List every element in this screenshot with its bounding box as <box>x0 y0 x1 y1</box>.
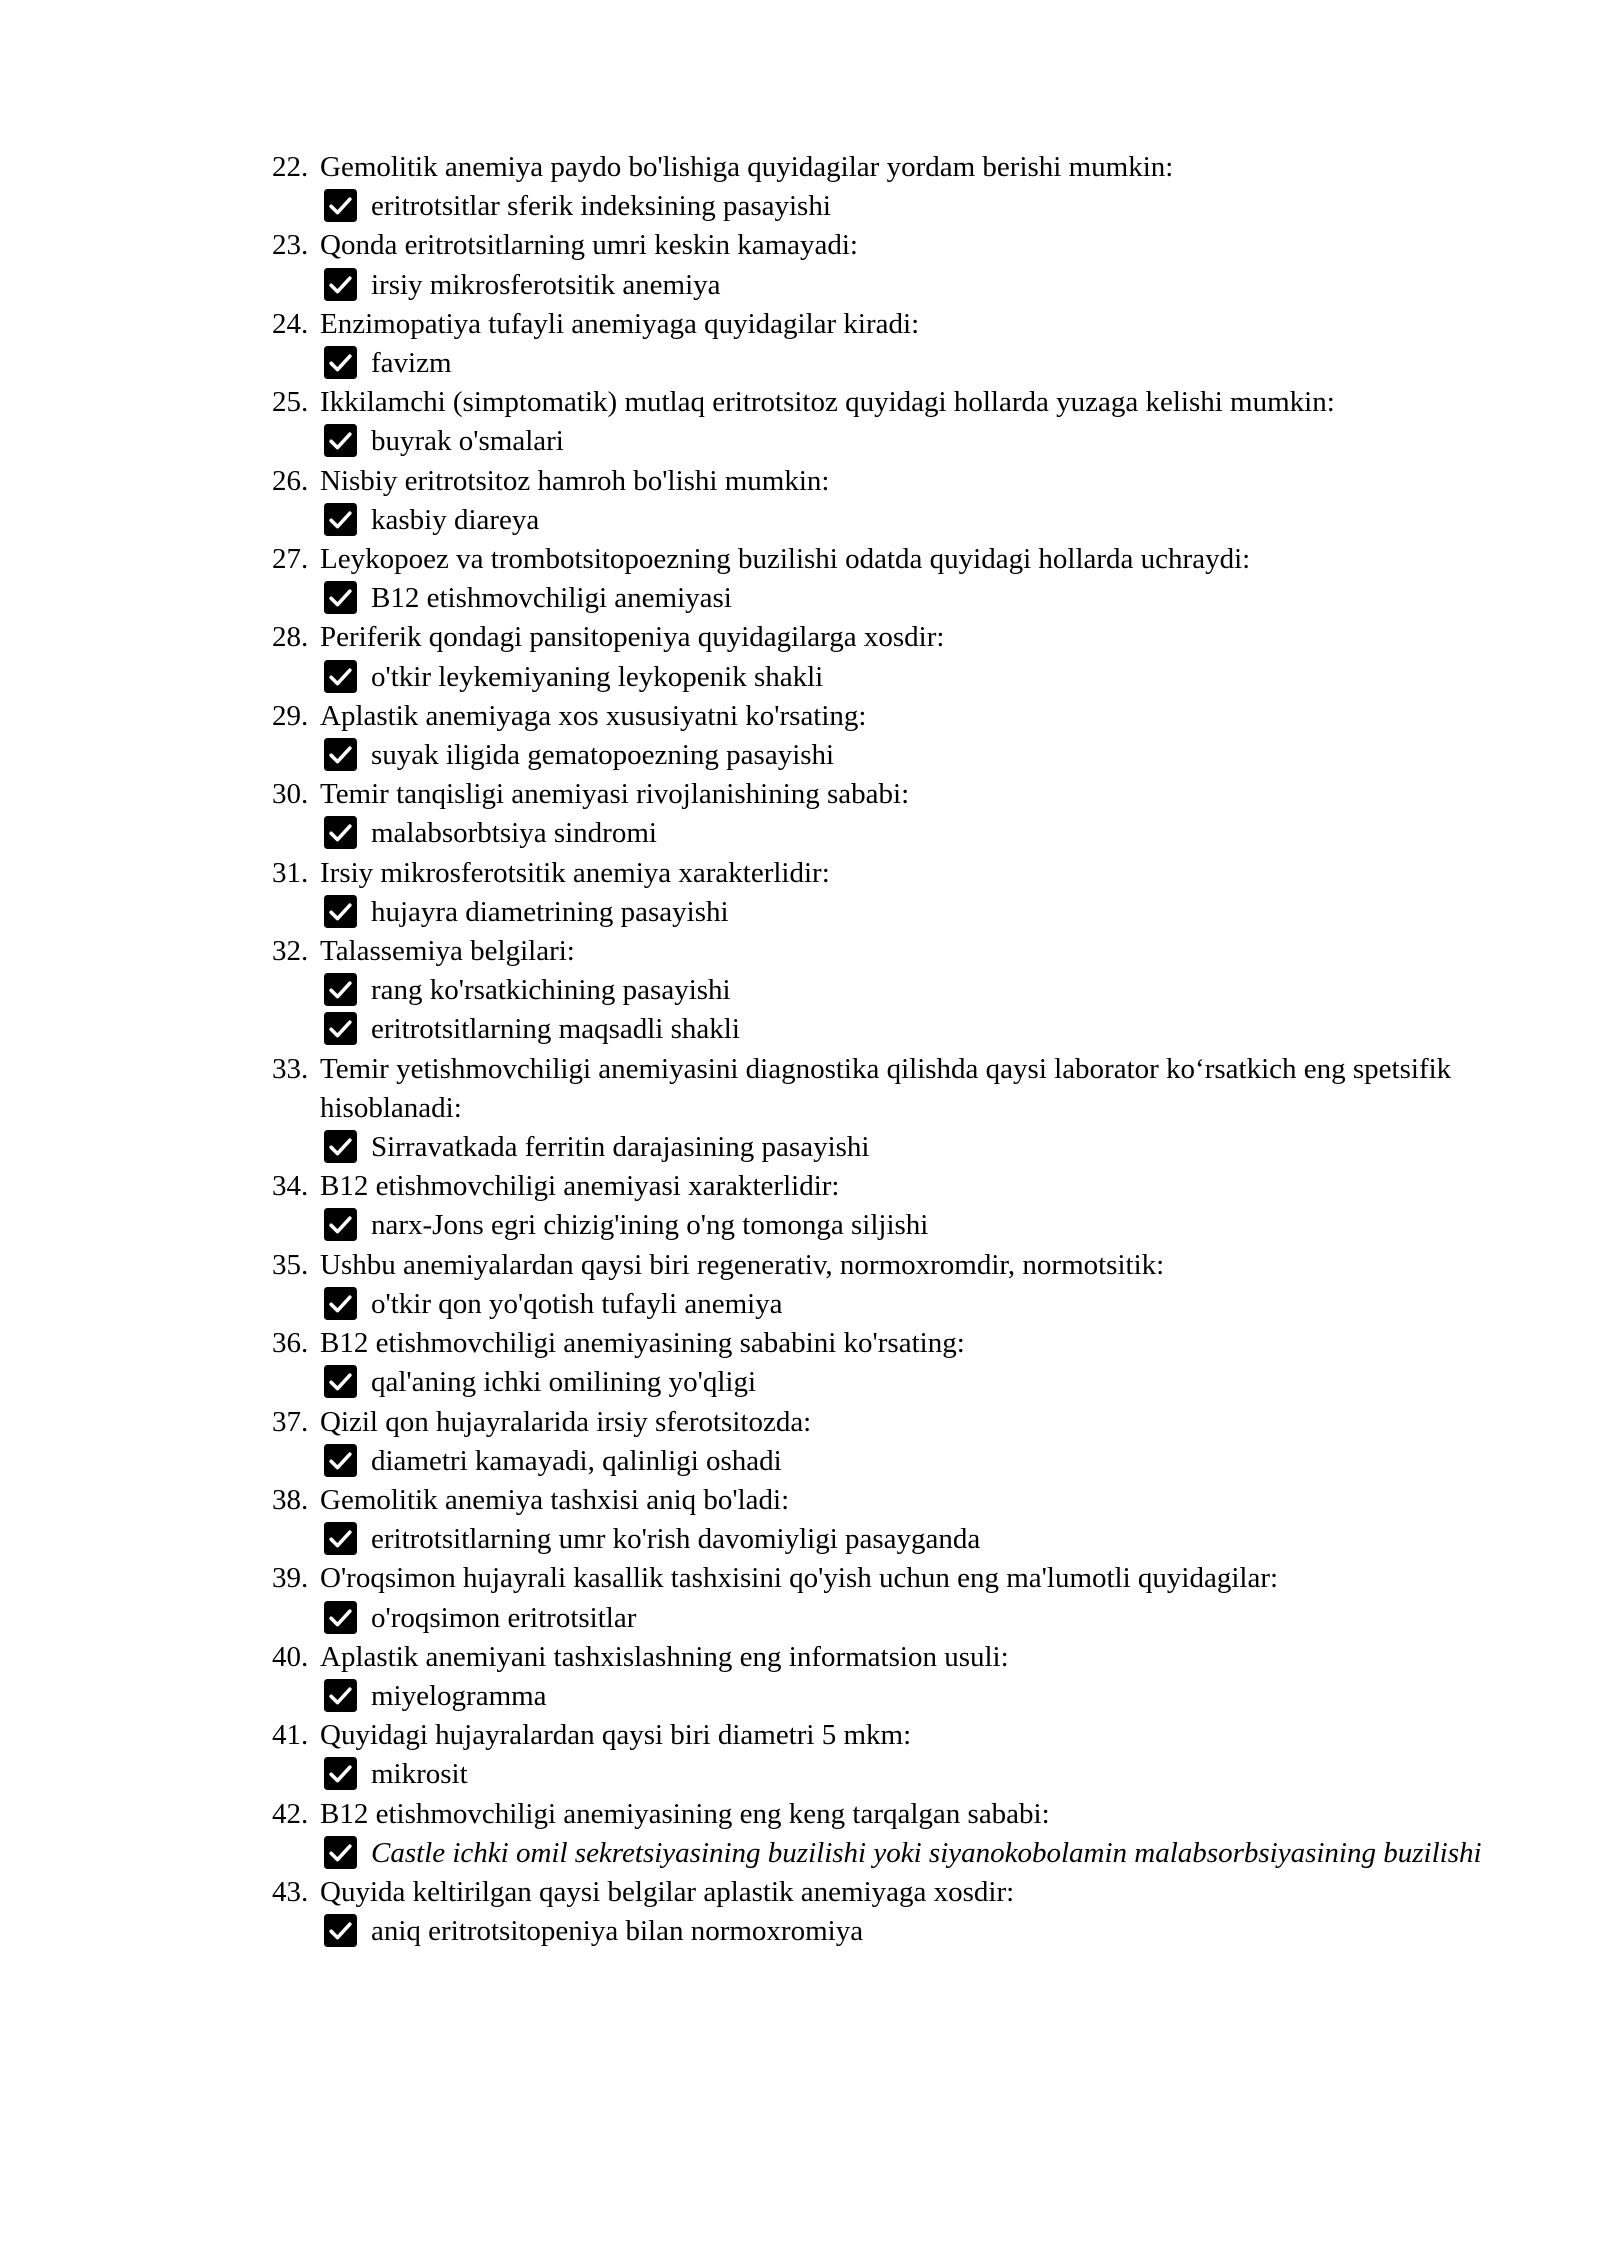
answer-item <box>320 266 1490 305</box>
question-line <box>272 1167 1490 1206</box>
question-line <box>272 148 1490 187</box>
question-line <box>272 1873 1490 1912</box>
checkbox-checked-icon <box>324 1208 357 1241</box>
checkbox-checked-icon <box>324 660 357 693</box>
checkbox-checked-icon <box>324 1444 357 1477</box>
question-item <box>0 226 1600 304</box>
answer-text: narx-Jons egri chizig'ining o'ng tomonga siljishi <box>371 1209 929 1242</box>
question-line <box>272 932 1490 971</box>
question-number: 26. <box>272 464 309 497</box>
question-item <box>0 540 1600 618</box>
answer-item <box>320 893 1490 932</box>
question-number: 22. <box>272 151 309 183</box>
answer-item <box>320 501 1490 540</box>
question-number: 39. <box>272 1562 309 1595</box>
question-item <box>0 1246 1600 1324</box>
question-line <box>272 618 1490 657</box>
question-item <box>0 1403 1600 1481</box>
question-item <box>0 148 1600 226</box>
checkbox-checked-icon <box>324 581 357 614</box>
question-number: 32. <box>272 935 309 968</box>
answer-item <box>320 1520 1490 1559</box>
answer-text: qal'aning ichki omilining yo'qligi <box>371 1366 757 1399</box>
question-text: Quyida keltirilgan qaysi belgilar aplastik anemiyaga xosdir: <box>320 1875 1015 1908</box>
answer-text: hujayra diametrining pasayishi <box>371 895 729 928</box>
question-text: Gemolitik anemiya paydo bo'lishiga quyidagilar yordam berishi mumkin: <box>320 151 1174 183</box>
checkbox-checked-icon <box>324 1836 357 1869</box>
answer-text: eritrotsitlarning maqsadli shakli <box>371 1013 740 1046</box>
question-number: 37. <box>272 1405 309 1438</box>
answer-item <box>320 422 1490 461</box>
answer-text: rang ko'rsatkichining pasayishi <box>371 974 731 1007</box>
question-number: 30. <box>272 778 309 811</box>
question-item <box>0 1873 1600 1951</box>
answer-text: Sirravatkada ferritin darajasining pasayishi <box>371 1131 870 1164</box>
question-line <box>272 1559 1490 1598</box>
checkbox-checked-icon <box>324 346 357 379</box>
checkbox-checked-icon <box>324 738 357 771</box>
checkbox-checked-icon <box>324 503 357 536</box>
question-number: 24. <box>272 307 309 340</box>
question-number: 34. <box>272 1170 309 1203</box>
question-item <box>0 1559 1600 1637</box>
answer-item <box>320 1363 1490 1402</box>
question-line <box>272 1246 1490 1285</box>
question-item <box>0 1795 1600 1873</box>
answer-item <box>320 1912 1490 1951</box>
question-line <box>272 697 1490 736</box>
question-item <box>0 462 1600 540</box>
checkbox-checked-icon <box>324 895 357 928</box>
answer-text: kasbiy diareya <box>371 503 540 536</box>
question-text: Aplastik anemiyaga xos xususiyatni ko'rsating: <box>320 699 867 732</box>
answer-text: eritrotsitlarning umr ko'rish davomiyligi pasayganda <box>371 1523 981 1556</box>
answer-item <box>320 971 1490 1010</box>
checkbox-checked-icon <box>324 1601 357 1634</box>
question-item <box>0 775 1600 853</box>
question-number: 40. <box>272 1640 309 1673</box>
checkbox-checked-icon <box>324 189 357 222</box>
answer-item <box>320 344 1490 383</box>
question-line <box>272 1795 1490 1834</box>
answer-item <box>320 1285 1490 1324</box>
question-line <box>272 305 1490 344</box>
question-item <box>0 1167 1600 1245</box>
question-text: Temir yetishmovchiligi anemiyasini diagnostika qilishda qaysi laborator ko‘rsatkich eng spetsifik hisoblanadi: <box>320 1052 1452 1124</box>
question-text: Qizil qon hujayralarida irsiy sferotsitozda: <box>320 1405 812 1438</box>
question-item <box>0 1050 1600 1168</box>
question-item <box>0 854 1600 932</box>
checkbox-checked-icon <box>324 1914 357 1947</box>
answer-item <box>320 1755 1490 1794</box>
question-text: Talassemiya belgilari: <box>320 935 575 968</box>
question-text: Gemolitik anemiya tashxisi aniq bo'ladi: <box>320 1483 790 1516</box>
checkbox-checked-icon <box>324 1287 357 1320</box>
question-text: Periferik qondagi pansitopeniya quyidagilarga xosdir: <box>320 621 945 654</box>
answer-text: o'tkir qon yo'qotish tufayli anemiya <box>371 1287 783 1320</box>
checkbox-checked-icon <box>324 816 357 849</box>
question-text: Qonda eritrotsitlarning umri keskin kamayadi: <box>320 229 858 262</box>
answer-item <box>320 187 1490 226</box>
question-text: Quyidagi hujayralardan qaysi biri diametri 5 mkm: <box>320 1719 912 1752</box>
question-line <box>272 1050 1490 1128</box>
answer-text: irsiy mikrosferotsitik anemiya <box>371 268 721 301</box>
checkbox-checked-icon <box>324 268 357 301</box>
question-line <box>272 1324 1490 1363</box>
answer-item <box>320 1010 1490 1049</box>
question-number: 38. <box>272 1483 309 1516</box>
answer-item <box>320 579 1490 618</box>
answer-item <box>320 1128 1490 1167</box>
checkbox-checked-icon <box>324 1679 357 1712</box>
question-item <box>0 618 1600 696</box>
question-item <box>0 305 1600 383</box>
answer-text: malabsorbtsiya sindromi <box>371 817 657 850</box>
question-line <box>272 540 1490 579</box>
question-text: B12 etishmovchiligi anemiyasining sababini ko'rsating: <box>320 1327 965 1360</box>
answer-text: favizm <box>371 347 452 380</box>
checkbox-checked-icon <box>324 1365 357 1398</box>
question-item <box>0 1716 1600 1794</box>
question-text: Nisbiy eritrotsitoz hamroh bo'lishi mumkin: <box>320 464 830 497</box>
question-line <box>272 854 1490 893</box>
question-item <box>0 697 1600 775</box>
question-item <box>0 383 1600 461</box>
question-number: 31. <box>272 856 309 889</box>
question-item <box>0 1638 1600 1716</box>
question-text: B12 etishmovchiligi anemiyasining eng keng tarqalgan sababi: <box>320 1797 1050 1830</box>
question-line <box>272 1403 1490 1442</box>
answer-text: o'tkir leykemiyaning leykopenik shakli <box>371 660 824 693</box>
question-number: 29. <box>272 699 309 732</box>
answer-item <box>320 1834 1490 1873</box>
question-text: Ikkilamchi (simptomatik) mutlaq eritrotsitoz quyidagi hollarda yuzaga kelishi mumkin: <box>320 386 1335 419</box>
question-text: Temir tanqisligi anemiyasi rivojlanishining sababi: <box>320 778 910 811</box>
question-line <box>272 462 1490 501</box>
question-text: Ushbu anemiyalardan qaysi biri regenerativ, normoxromdir, normotsitik: <box>320 1248 1165 1281</box>
question-text: B12 etishmovchiligi anemiyasi xarakterlidir: <box>320 1170 840 1203</box>
question-line <box>272 226 1490 265</box>
answer-item <box>320 736 1490 775</box>
answer-text: eritrotsitlar sferik indeksining pasayishi <box>371 190 831 223</box>
answer-text: o'roqsimon eritrotsitlar <box>371 1601 637 1634</box>
answer-text: Castle ichki omil sekretsiyasining buzilishi yoki siyanokobolamin malabsorbsiyasining buzilishi <box>371 1836 1482 1869</box>
question-text: Irsiy mikrosferotsitik anemiya xarakterlidir: <box>320 856 830 889</box>
question-number: 35. <box>272 1248 309 1281</box>
question-item <box>0 1324 1600 1402</box>
checkbox-checked-icon <box>324 424 357 457</box>
answer-item <box>320 1599 1490 1638</box>
checkbox-checked-icon <box>324 1012 357 1045</box>
answer-text: diametri kamayadi, qalinligi oshadi <box>371 1444 782 1477</box>
answer-text: mikrosit <box>371 1758 468 1791</box>
checkbox-checked-icon <box>324 973 357 1006</box>
question-number: 43. <box>272 1875 309 1908</box>
question-item <box>0 932 1600 1050</box>
answer-item <box>320 1677 1490 1716</box>
question-item <box>0 1481 1600 1559</box>
answer-text: suyak iligida gematopoezning pasayishi <box>371 739 835 772</box>
answer-item <box>320 1206 1490 1245</box>
question-number: 23. <box>272 229 309 262</box>
question-line <box>272 1481 1490 1520</box>
question-line <box>272 775 1490 814</box>
answer-item <box>320 1442 1490 1481</box>
answer-text: aniq eritrotsitopeniya bilan normoxromiya <box>371 1915 864 1948</box>
checkbox-checked-icon <box>324 1522 357 1555</box>
question-line <box>272 1638 1490 1677</box>
question-number: 28. <box>272 621 309 654</box>
checkbox-checked-icon <box>324 1130 357 1163</box>
answer-text: B12 etishmovchiligi anemiyasi <box>371 582 732 615</box>
question-text: Leykopoez va trombotsitopoezning buzilishi odatda quyidagi hollarda uchraydi: <box>320 543 1251 576</box>
question-line <box>272 1716 1490 1755</box>
answer-text: buyrak o'smalari <box>371 425 564 458</box>
question-text: Aplastik anemiyani tashxislashning eng informatsion usuli: <box>320 1640 1009 1673</box>
question-number: 41. <box>272 1719 309 1752</box>
question-list <box>0 148 1600 1951</box>
question-number: 33. <box>272 1052 309 1085</box>
question-text: O'roqsimon hujayrali kasallik tashxisini qo'yish uchun eng ma'lumotli quyidagilar: <box>320 1562 1279 1595</box>
question-line <box>272 383 1490 422</box>
question-number: 27. <box>272 543 309 576</box>
answer-text: miyelogramma <box>371 1679 547 1712</box>
question-number: 42. <box>272 1797 309 1830</box>
question-text: Enzimopatiya tufayli anemiyaga quyidagilar kiradi: <box>320 307 920 340</box>
question-number: 25. <box>272 386 309 419</box>
question-number: 36. <box>272 1327 309 1360</box>
answer-item <box>320 658 1490 697</box>
answer-item <box>320 814 1490 853</box>
checkbox-checked-icon <box>324 1757 357 1790</box>
